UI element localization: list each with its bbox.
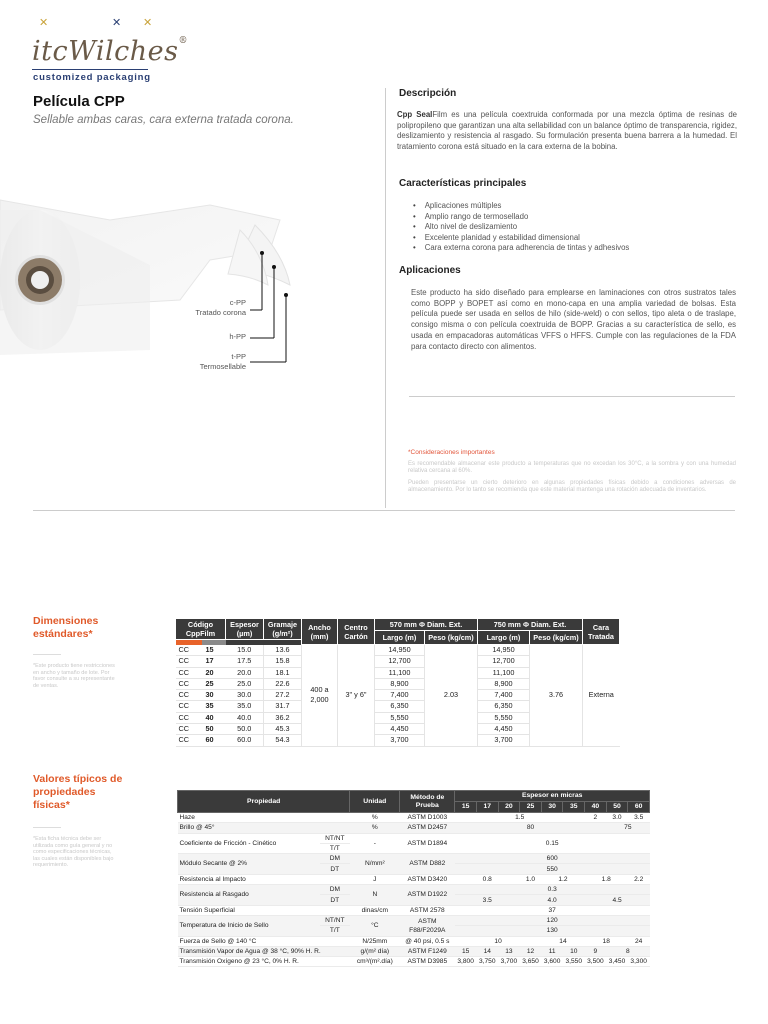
cell-code: 60 — [202, 735, 225, 746]
cell-code: 40 — [202, 712, 225, 723]
cell-largo-570: 8,900 — [375, 678, 425, 689]
table-row — [178, 854, 650, 864]
cell-unit: N/mm² — [350, 854, 400, 875]
table-row — [178, 936, 650, 946]
cell-largo-750: 14,950 — [478, 645, 530, 656]
col-metodo: Método de Prueba — [400, 791, 455, 813]
cell-code: 17 — [202, 656, 225, 667]
cell-unit: dinas/cm — [350, 905, 400, 915]
cell-value: 4.5 — [585, 895, 650, 905]
cell-value: 0.3 — [455, 885, 650, 895]
cell-largo-570: 14,950 — [375, 645, 425, 656]
page-divider — [33, 510, 735, 511]
cell-value: 3,750 — [476, 957, 498, 967]
cell-value: 14 — [476, 946, 498, 956]
cell-value: 15 — [455, 946, 477, 956]
cell-method: ASTM D882 — [400, 854, 455, 875]
cell-unit: g/(m² día) — [350, 946, 400, 956]
cell-value: 24 — [628, 936, 650, 946]
cell-espesor: 25.0 — [226, 678, 264, 689]
cell-gramaje: 31.7 — [264, 701, 302, 712]
cell-value: 120 — [455, 915, 650, 925]
star-icon: ✕ — [112, 17, 122, 29]
cell-code: 15 — [202, 645, 225, 656]
cell-gramaje: 54.3 — [264, 735, 302, 746]
list-item: • Cara externa corona para adherencia de tintas y adhesivos — [413, 243, 629, 254]
cell-sub: T/T — [320, 926, 350, 936]
applications-heading: Aplicaciones — [399, 265, 461, 276]
properties-note: *Esta ficha técnica debe ser utilizada como guía general y no como especificaciones técnicas, las cuales están disponibles bajo requerimiento. — [33, 836, 114, 868]
col-espesor-micras: Espesor en micras — [455, 791, 650, 802]
cell-property: Resistencia al Rasgado — [178, 885, 320, 906]
cell-largo-570: 11,100 — [375, 667, 425, 678]
cell-code: 50 — [202, 724, 225, 735]
cell-centro: 3" y 6" — [338, 645, 375, 747]
layer-label-desc: Termosellable — [199, 361, 246, 371]
cell-prefix: CC — [176, 667, 203, 678]
cell-gramaje: 13.6 — [264, 645, 302, 656]
cell-largo-750: 5,550 — [478, 712, 530, 723]
cell-value: 75 — [606, 823, 649, 833]
cell-value: 12 — [520, 946, 542, 956]
cell-property: Tensión Superficial — [178, 905, 350, 915]
cell-prefix: CC — [176, 701, 203, 712]
cell-value: 11 — [541, 946, 563, 956]
cell-sub: DT — [320, 895, 350, 905]
cell-value: 13 — [498, 946, 520, 956]
cell-code: 35 — [202, 701, 225, 712]
cell-gramaje: 27.2 — [264, 690, 302, 701]
cell-method: ASTM D1003 — [400, 813, 455, 823]
cell-method: ASTM 2578 — [400, 905, 455, 915]
cell-largo-750: 8,900 — [478, 678, 530, 689]
layer-label: h-PP — [229, 332, 246, 341]
cell-property: Transmisión Vapor de Agua @ 38 °C, 90% H. R. — [178, 946, 350, 956]
description-text — [397, 110, 737, 153]
col-thickness: 50 — [606, 802, 628, 813]
cell-prefix: CC — [176, 735, 203, 746]
col-propiedad: Propiedad — [178, 791, 350, 813]
cell-gramaje: 45.3 — [264, 724, 302, 735]
col-thickness: 17 — [476, 802, 498, 813]
col-cara: Cara Tratada — [583, 619, 620, 645]
cell-value: 3.0 — [606, 813, 628, 823]
col-unidad: Unidad — [350, 791, 400, 813]
cell-value: 1.2 — [541, 874, 584, 884]
cell-sub: NT/NT — [320, 833, 350, 843]
cell-gramaje: 36.2 — [264, 712, 302, 723]
cell-espesor: 50.0 — [226, 724, 264, 735]
cell-cara: Externa — [583, 645, 620, 747]
cell-value: 3.5 — [455, 895, 520, 905]
cell-prefix: CC — [176, 645, 203, 656]
cell-sub: DM — [320, 885, 350, 895]
col-thickness: 30 — [541, 802, 563, 813]
layer-label-tpp — [166, 352, 246, 371]
section-divider — [409, 396, 735, 397]
col-thickness: 40 — [585, 802, 607, 813]
cell-value: 14 — [541, 936, 584, 946]
cell-largo-750: 4,450 — [478, 724, 530, 735]
col-diam-570: 570 mm Φ Diam. Ext. — [375, 619, 478, 631]
logo-tagline: customized packaging — [33, 72, 151, 83]
cell-value: 4.0 — [520, 895, 585, 905]
cell-value: 1.0 — [520, 874, 542, 884]
cell-prefix: CC — [176, 724, 203, 735]
cell-sub: DT — [320, 864, 350, 874]
cell-unit: % — [350, 813, 400, 823]
film-roll-illustration — [0, 150, 385, 390]
side-divider — [33, 654, 61, 655]
description-body: Film es una película coextruida conformada por una mezcla óptima de resinas de polipropileno que garantizan una alta sellabilidad con un balance óptimo de transparencia, rigidez, deslizamiento y resistencia al rasgado. Su formulación presenta buena barrera a la humedad. El tratamiento corona está situado en la cara externa de la bobina. — [397, 110, 737, 152]
side-divider — [33, 827, 61, 828]
cell-property: Temperatura de Inicio de Sello — [178, 915, 320, 936]
cell-unit: °C — [350, 915, 400, 936]
cell-largo-750: 7,400 — [478, 690, 530, 701]
layer-label-desc: Tratado corona — [195, 307, 246, 317]
cell-value: 3,550 — [563, 957, 585, 967]
col-thickness: 25 — [520, 802, 542, 813]
cell-method: ASTM D3420 — [400, 874, 455, 884]
cell-property: Haze — [178, 813, 350, 823]
cell-unit: J — [350, 874, 400, 884]
cell-unit: % — [350, 823, 400, 833]
list-item: • Amplio rango de termosellado — [413, 212, 629, 223]
cell-gramaje: 18.1 — [264, 667, 302, 678]
cell-unit: - — [350, 833, 400, 854]
features-list — [413, 201, 629, 254]
cell-peso-570: 2.03 — [425, 645, 478, 747]
features-heading: Características principales — [399, 178, 527, 189]
cell-value: 2 — [585, 813, 607, 823]
cell-value: 10 — [455, 936, 542, 946]
col-ancho: Ancho (mm) — [302, 619, 338, 645]
cell-espesor: 60.0 — [226, 735, 264, 746]
star-icon: ✕ — [143, 17, 153, 29]
dimensions-heading: Dimensiones estándares* — [33, 615, 99, 640]
table-row — [178, 946, 650, 956]
cell-unit: cm³/(m².día) — [350, 957, 400, 967]
cell-code: 30 — [202, 690, 225, 701]
star-icon: ✕ — [39, 17, 49, 29]
cell-ancho: 400 a 2,000 — [302, 645, 338, 747]
cell-espesor: 30.0 — [226, 690, 264, 701]
cell-value: 0.15 — [455, 833, 650, 854]
col-thickness: 15 — [455, 802, 477, 813]
cell-prefix: CC — [176, 656, 203, 667]
cell-value: 2.2 — [628, 874, 650, 884]
cell-largo-570: 3,700 — [375, 735, 425, 746]
cell-method: @ 40 psi, 0.5 s — [400, 936, 455, 946]
cell-sub: DM — [320, 854, 350, 864]
cell-method: ASTM D1922 — [400, 885, 455, 906]
cell-value: 3,800 — [455, 957, 477, 967]
cell-prefix: CC — [176, 678, 203, 689]
col-codigo: Código CppFilm — [176, 619, 226, 640]
product-brand: Cpp Seal — [397, 110, 433, 119]
cell-method: ASTM D3985 — [400, 957, 455, 967]
cell-value: 1.5 — [455, 813, 585, 823]
cell-peso-750: 3.76 — [530, 645, 583, 747]
cell-largo-570: 6,350 — [375, 701, 425, 712]
table-row — [178, 905, 650, 915]
col-espesor: Espesor (µm) — [226, 619, 264, 640]
col-gramaje: Gramaje (g/m²) — [264, 619, 302, 640]
properties-table — [177, 790, 650, 967]
cell-prefix: CC — [176, 690, 203, 701]
cell-largo-750: 3,700 — [478, 735, 530, 746]
col-diam-750: 750 mm Φ Diam. Ext. — [478, 619, 583, 631]
properties-heading: Valores típicos de propiedades físicas* — [33, 773, 123, 811]
cell-value: 1.8 — [585, 874, 628, 884]
logo-divider — [32, 69, 148, 70]
cell-value: 37 — [455, 905, 650, 915]
cell-property: Brillo @ 45° — [178, 823, 350, 833]
important-note-1: Es recomendable almacenar este producto a temperaturas que no excedan los 30°C, a la sombra y con una humedad relativa cercana al 60%. — [408, 461, 736, 475]
cell-value: 18 — [585, 936, 628, 946]
cell-largo-570: 4,450 — [375, 724, 425, 735]
cell-largo-750: 6,350 — [478, 701, 530, 712]
cell-value: 0.8 — [455, 874, 520, 884]
cell-value: 8 — [606, 946, 649, 956]
col-thickness: 35 — [563, 802, 585, 813]
cell-property: Módulo Secante @ 2% — [178, 854, 320, 875]
cell-largo-570: 12,700 — [375, 656, 425, 667]
dimensions-note: *Este producto tiene restricciones en ancho y tamaño de lote. Por favor consulte a su representante de ventas. — [33, 663, 115, 689]
col-thickness: 60 — [628, 802, 650, 813]
cell-sub: NT/NT — [320, 915, 350, 925]
cell-espesor: 20.0 — [226, 667, 264, 678]
cell-value: 3.5 — [628, 813, 650, 823]
table-row — [178, 833, 650, 843]
cell-espesor: 35.0 — [226, 701, 264, 712]
cell-value: 3,500 — [585, 957, 607, 967]
brand-logo — [30, 14, 188, 84]
cell-largo-570: 5,550 — [375, 712, 425, 723]
cell-method: ASTM D1894 — [400, 833, 455, 854]
applications-text: Este producto ha sido diseñado para emplearse en laminaciones con otros sustratos tales como BOPP y BOPET así como en mono-capa en una amplia variedad de bolsas. Esta película puede ser usada en sellos de hilo (side-weld) o con sellos, tipo aleta o de traslape, consigo misma o con película coextruida de BOPP. Gracias a su característica de sello, es usada en empacadoras automáticas VFFS o HFFS. Cumple con las regulaciones de la FDA para contacto directo con alimentos. — [411, 288, 736, 351]
cell-value: 3,650 — [520, 957, 542, 967]
cell-method: ASTM F1249 — [400, 946, 455, 956]
layer-label: t-PP — [231, 352, 246, 361]
col-peso-750: Peso (kg/cm) — [530, 631, 583, 645]
table-row — [178, 957, 650, 967]
cell-unit: N/25mm — [350, 936, 400, 946]
dimensions-table — [175, 618, 620, 747]
table-row — [178, 885, 650, 895]
cell-espesor: 15.0 — [226, 645, 264, 656]
cell-sub: T/T — [320, 843, 350, 853]
cell-largo-570: 7,400 — [375, 690, 425, 701]
table-row — [178, 823, 650, 833]
cell-unit: N — [350, 885, 400, 906]
col-largo-570: Largo (m) — [375, 631, 425, 645]
cell-method: ASTM F88/F2029A — [400, 915, 455, 936]
list-item: • Excelente planidad y estabilidad dimensional — [413, 233, 629, 244]
col-thickness: 20 — [498, 802, 520, 813]
cell-value: 10 — [563, 946, 585, 956]
cell-method: ASTM D2457 — [400, 823, 455, 833]
cell-espesor: 17.5 — [226, 656, 264, 667]
cell-value: 3,300 — [628, 957, 650, 967]
cell-value: 600 — [455, 854, 650, 864]
cell-code: 20 — [202, 667, 225, 678]
cell-espesor: 40.0 — [226, 712, 264, 723]
cell-value: 550 — [455, 864, 650, 874]
page-subtitle: Sellable ambas caras, cara externa tratada corona. — [33, 114, 294, 126]
cell-value: 3,700 — [498, 957, 520, 967]
cell-property: Transmisión Oxígeno @ 23 °C, 0% H. R. — [178, 957, 350, 967]
cell-code: 25 — [202, 678, 225, 689]
cell-prefix: CC — [176, 712, 203, 723]
cell-value: 3,450 — [606, 957, 628, 967]
cell-property: Fuerza de Sello @ 140 °C — [178, 936, 350, 946]
important-heading: *Consideraciones importantes — [408, 449, 495, 456]
cell-value: 3,600 — [541, 957, 563, 967]
cell-gramaje: 15.8 — [264, 656, 302, 667]
layer-label: c-PP — [229, 298, 246, 307]
col-largo-750: Largo (m) — [478, 631, 530, 645]
layer-label-cpp — [166, 298, 246, 317]
cell-gramaje: 22.6 — [264, 678, 302, 689]
page-title: Película CPP — [33, 93, 125, 110]
table-row — [178, 874, 650, 884]
list-item: • Aplicaciones múltiples — [413, 201, 629, 212]
logo-wordmark: itcWilches® — [32, 36, 188, 67]
cell-largo-750: 11,100 — [478, 667, 530, 678]
table-row — [178, 813, 650, 823]
column-divider — [385, 88, 386, 508]
layer-label-hpp — [166, 332, 246, 342]
table-row — [176, 645, 620, 656]
important-note-2: Pueden presentarse un cierto deterioro en algunas propiedades físicas debido a condiciones adversas de almacenamiento. Por lo tanto se recomienda que este material mantenga una rotación adecuada de inventarios. — [408, 480, 736, 494]
cell-largo-750: 12,700 — [478, 656, 530, 667]
col-peso-570: Peso (kg/cm) — [425, 631, 478, 645]
cell-value: 80 — [455, 823, 606, 833]
description-heading: Descripción — [399, 88, 457, 99]
cell-property: Coeficiente de Fricción - Cinético — [178, 833, 320, 854]
cell-property: Resistencia al Impacto — [178, 874, 350, 884]
list-item: • Alto nivel de deslizamiento — [413, 222, 629, 233]
table-row — [178, 915, 650, 925]
cell-value: 9 — [585, 946, 607, 956]
cell-value: 130 — [455, 926, 650, 936]
col-centro: Centro Cartón — [338, 619, 375, 645]
